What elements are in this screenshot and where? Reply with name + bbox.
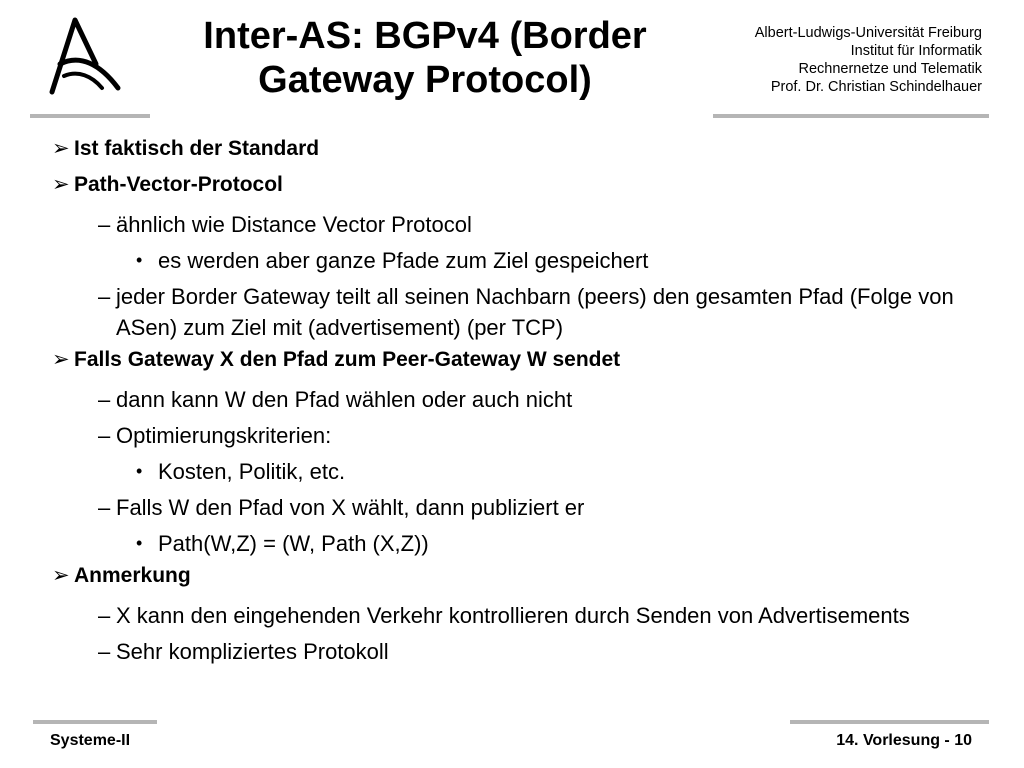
footer-course-name: Systeme-II [50, 732, 131, 749]
affiliation-line: Institut für Informatik [850, 43, 982, 59]
footer-rule-left [33, 720, 157, 724]
dot-bullet-icon: • [136, 250, 143, 270]
header-rule-left [30, 114, 150, 118]
dash-bullet-icon: – [98, 423, 111, 448]
dash-bullet-icon: – [98, 387, 111, 412]
dash-bullet-icon: – [98, 495, 111, 520]
slide-content [52, 137, 992, 672]
bullet-item [52, 137, 992, 173]
title-line: Inter-AS: BGPv4 (Border [203, 15, 647, 57]
affiliation-line: Rechnernetze und Telematik [798, 61, 982, 77]
slide-title [150, 14, 700, 102]
sub-sub-bullet-item [52, 528, 992, 559]
dot-bullet-icon: • [136, 533, 143, 553]
arrow-bullet-icon: ➢ [52, 137, 70, 160]
dash-bullet-icon: – [98, 639, 111, 664]
affiliation-line: Prof. Dr. Christian Schindelhauer [770, 79, 982, 95]
sub-bullet-item [52, 209, 992, 240]
sub-bullet-item [52, 600, 992, 631]
sub-bullet-item [52, 636, 992, 667]
arrow-bullet-icon: ➢ [52, 173, 70, 196]
dash-bullet-icon: – [98, 284, 111, 309]
arrow-bullet-icon: ➢ [52, 564, 70, 587]
bullet-text: dann kann W den Pfad wählen oder auch nicht [116, 387, 573, 412]
bullet-item [52, 348, 992, 384]
arrow-bullet-icon: ➢ [52, 348, 70, 371]
sub-sub-bullet-item [52, 456, 992, 487]
bullet-text: Ist faktisch der Standard [74, 137, 320, 160]
sub-bullet-item [52, 384, 992, 415]
bullet-item [52, 173, 992, 209]
footer-page-number: 14. Vorlesung - 10 [836, 732, 972, 749]
bullet-text: Path(W,Z) = (W, Path (X,Z)) [158, 531, 429, 556]
bullet-text: Falls W den Pfad von X wählt, dann publiziert er [116, 495, 585, 520]
sub-sub-bullet-item [52, 245, 992, 276]
title-line: Gateway Protocol) [258, 59, 592, 101]
bullet-text: Sehr kompliziertes Protokoll [116, 639, 389, 664]
header-rule-right [713, 114, 989, 118]
sub-bullet-item [52, 492, 992, 523]
university-logo-icon [30, 12, 125, 97]
bullet-text: Kosten, Politik, etc. [158, 459, 346, 484]
bullet-text: X kann den eingehenden Verkehr kontrollieren durch Senden von Advertisements [116, 603, 910, 628]
dash-bullet-icon: – [98, 212, 111, 237]
affiliation-block [755, 24, 982, 96]
bullet-text: ähnlich wie Distance Vector Protocol [116, 212, 472, 237]
bullet-text: Anmerkung [74, 564, 191, 587]
footer-rule-right [790, 720, 989, 724]
bullet-item [52, 564, 992, 600]
bullet-text: jeder Border Gateway teilt all seinen Nachbarn (peers) den gesamten Pfad (Folge von ASen) zum Ziel mit (advertisement) (per TCP) [116, 284, 954, 340]
sub-bullet-item [52, 420, 992, 451]
bullet-text: Path-Vector-Protocol [74, 173, 283, 196]
bullet-text: Optimierungskriterien: [116, 423, 332, 448]
affiliation-line: Albert-Ludwigs-Universität Freiburg [754, 25, 982, 41]
dash-bullet-icon: – [98, 603, 111, 628]
bullet-text: Falls Gateway X den Pfad zum Peer-Gateway W sendet [74, 348, 621, 371]
sub-bullet-item [52, 281, 992, 343]
dot-bullet-icon: • [136, 461, 143, 481]
bullet-text: es werden aber ganze Pfade zum Ziel gespeichert [158, 248, 649, 273]
